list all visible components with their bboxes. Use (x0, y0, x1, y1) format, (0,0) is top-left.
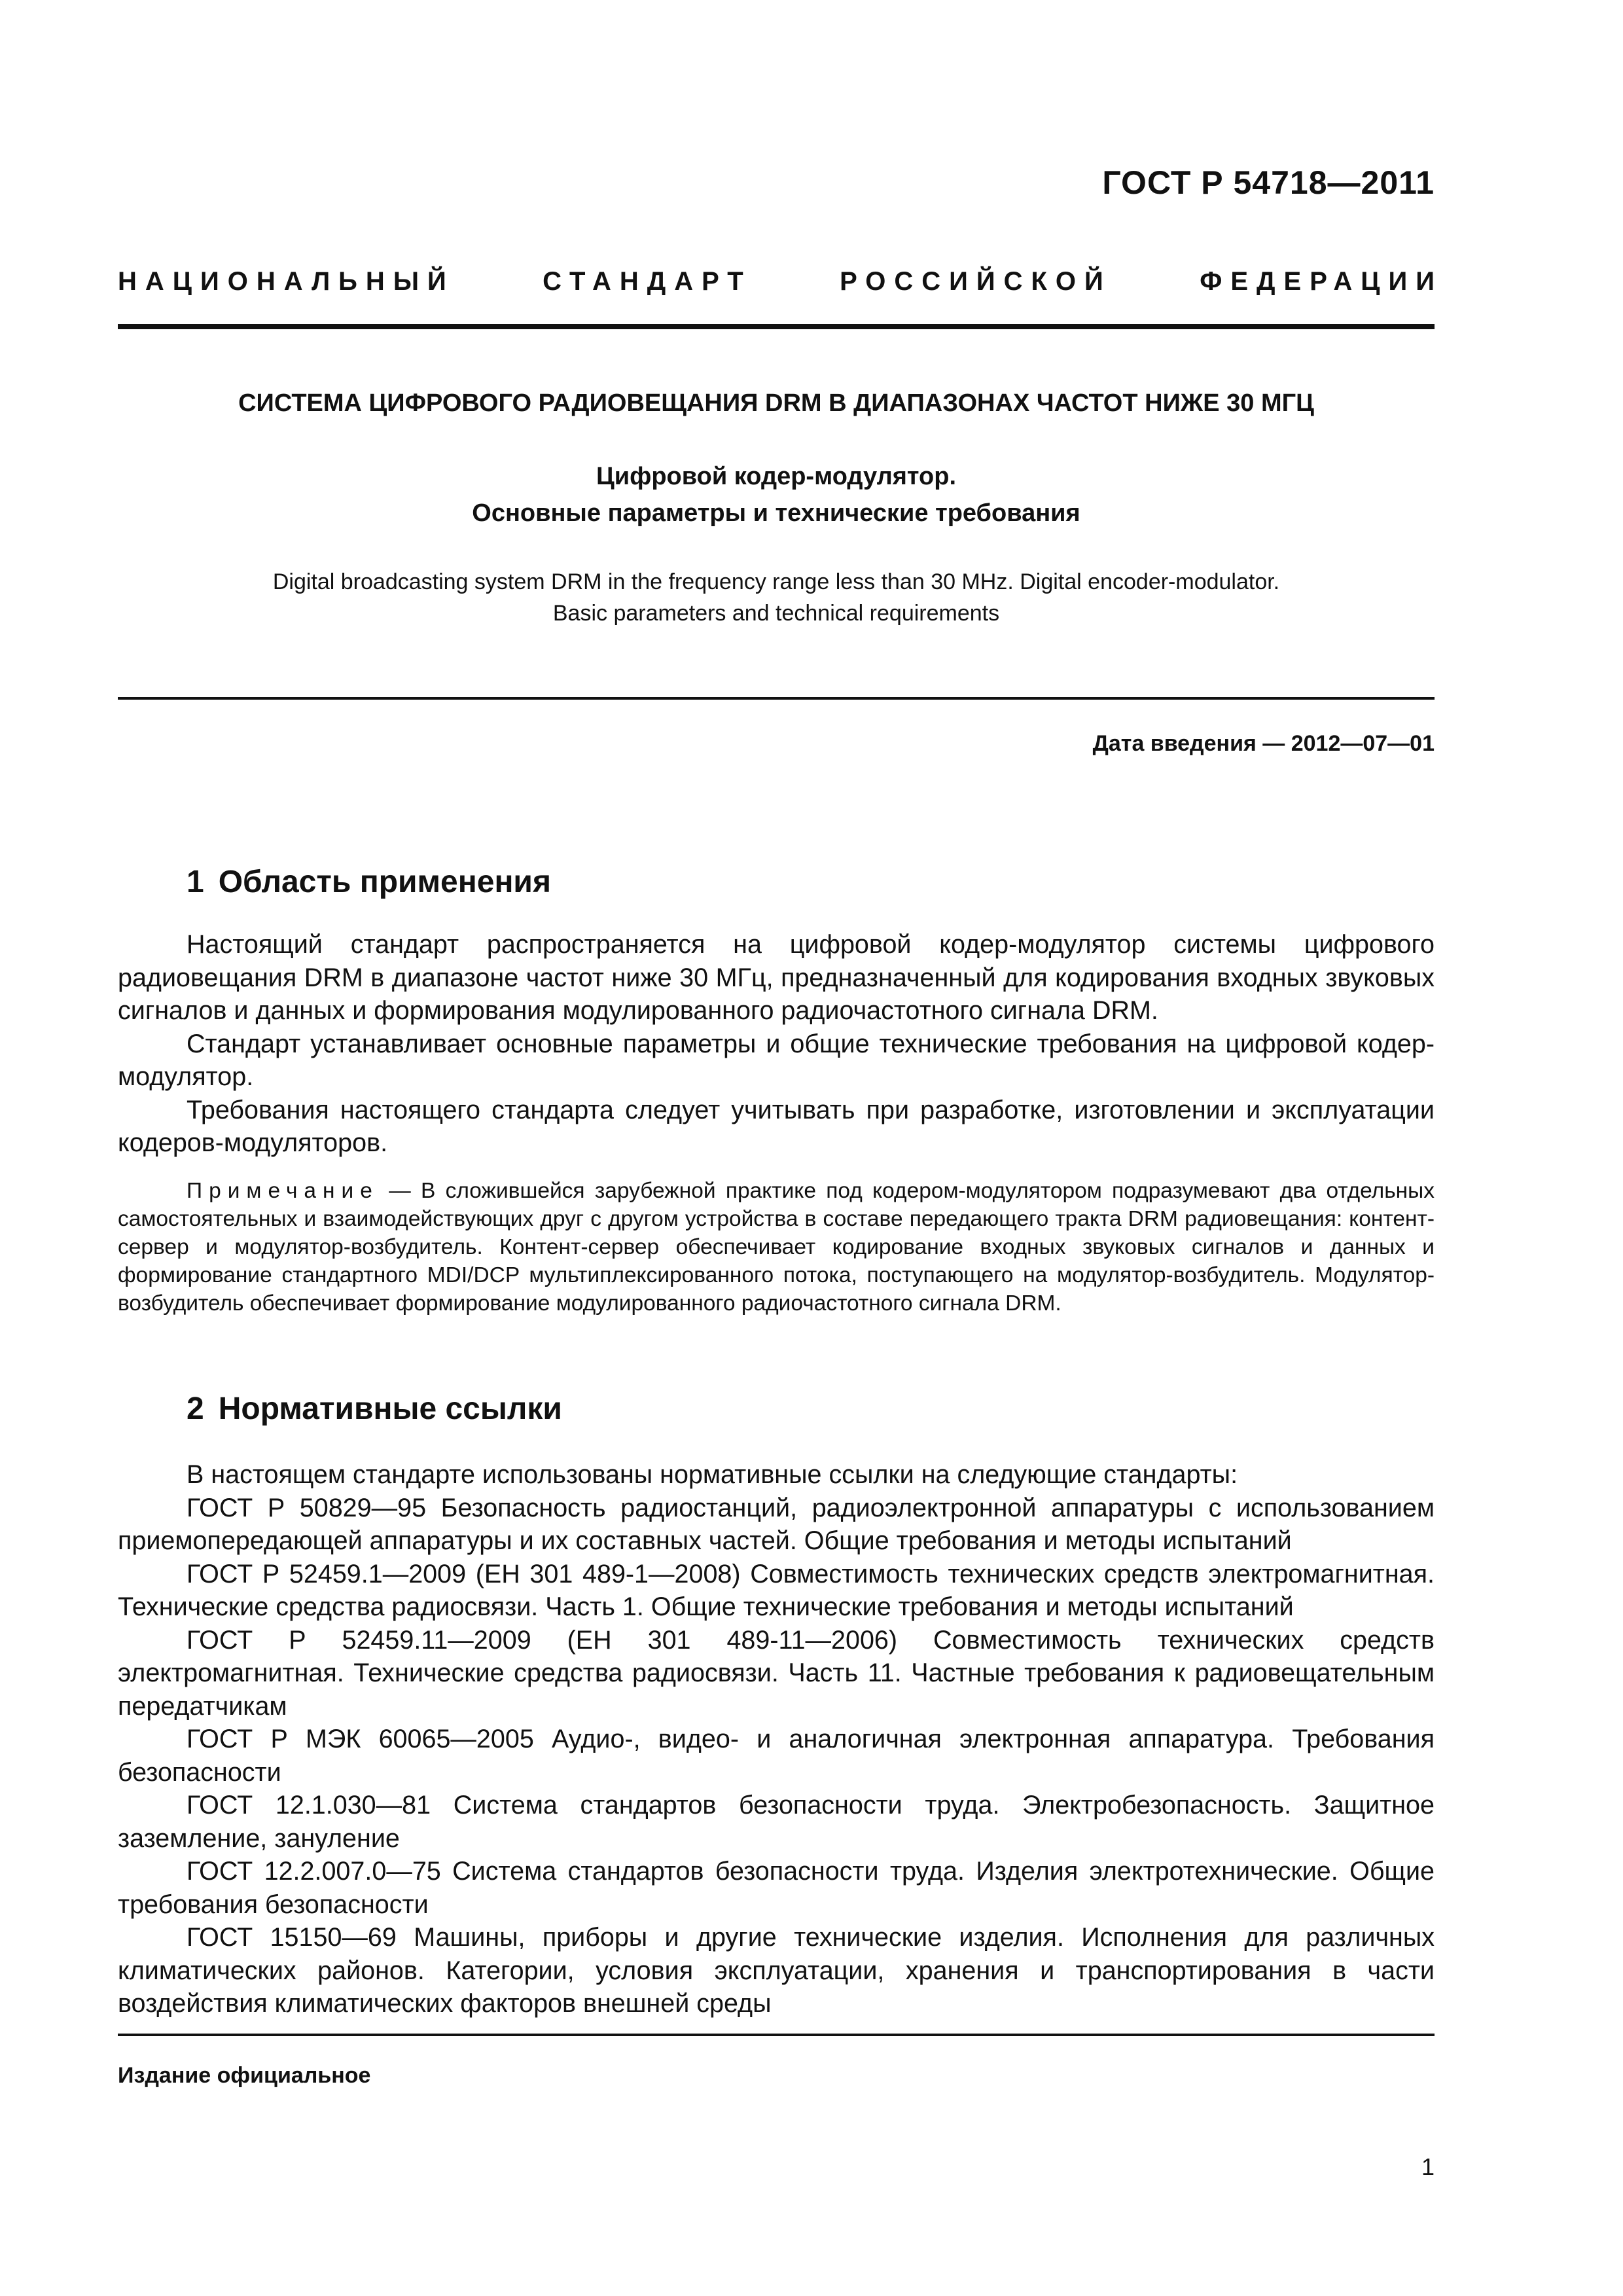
note-paragraph (118, 1177, 1435, 1318)
section-title: Нормативные ссылки (218, 1391, 562, 1426)
header-divider (118, 324, 1435, 329)
official-edition-label: Издание официальное (118, 2063, 371, 2088)
reference-entry: ГОСТ Р МЭК 60065—2005 Аудио-, видео- и аналогичная электронная аппаратура. Требования безопасности (118, 1725, 1435, 1787)
national-word: НАЦИОНАЛЬНЫЙ (118, 267, 455, 296)
reference-entry: ГОСТ 12.1.030—81 Система стандартов безопасности труда. Электробезопасность. Защитное заземление, зануление (118, 1791, 1435, 1853)
english-title (118, 566, 1435, 629)
subtitle-line: Цифровой кодер-модулятор. (596, 463, 957, 490)
national-word: ФЕДЕРАЦИИ (1200, 267, 1443, 296)
doc-number: ГОСТ Р 54718—2011 (1102, 164, 1435, 201)
title-divider (118, 697, 1435, 700)
reference-entry: ГОСТ Р 50829—95 Безопасность радиостанций, радиоэлектронной аппаратуры с использованием приемопередающей аппаратуры и их составных частей. Общие требования и методы испытаний (118, 1493, 1435, 1555)
page-number: 1 (1421, 2153, 1435, 2180)
section-heading (187, 864, 551, 900)
paragraph: Настоящий стандарт распространяется на цифровой кодер-модулятор системы цифрового радиовещания DRM в диапазоне частот ниже 30 МГц, предназначенный для кодирования входных звуковых сигналов и данных и формирования модулированного радиочастотного сигнала DRM. (118, 930, 1435, 1025)
section-number: 2 (187, 1391, 204, 1426)
subtitle-line: Основные параметры и технические требования (472, 499, 1080, 527)
document-subtitle (118, 458, 1435, 531)
english-title-line: Digital broadcasting system DRM in the frequency range less than 30 MHz. Digital encoder-modulator. (272, 569, 1280, 594)
reference-entry: ГОСТ 15150—69 Машины, приборы и другие технические изделия. Исполнения для различных климатических районов. Категории, условия эксплуатации, хранения и транспортирования в части воздействия климатических факторов внешней среды (118, 1923, 1435, 2018)
reference-entry: ГОСТ Р 52459.1—2009 (ЕН 301 489-1—2008) Совместимость технических средств электромагнитная. Технические средства радиосвязи. Часть 1. Общие технические требования и методы испытаний (118, 1559, 1435, 1621)
section-body (118, 928, 1435, 1160)
reference-entry: ГОСТ Р 52459.11—2009 (ЕН 301 489-11—2006) Совместимость технических средств электромагнитная. Технические средства радиосвязи. Часть 11. Частные требования к радиовещательным передатчикам (118, 1625, 1435, 1721)
introduction-date: Дата введения — 2012—07—01 (1092, 731, 1435, 756)
national-standard-heading (118, 267, 1443, 296)
paragraph: Стандарт устанавливает основные параметры и общие технические требования на цифровой кодер-модулятор. (118, 1029, 1435, 1091)
document-title: СИСТЕМА ЦИФРОВОГО РАДИОВЕЩАНИЯ DRM В ДИАПАЗОНАХ ЧАСТОТ НИЖЕ 30 МГЦ (238, 389, 1314, 417)
note-text: — В сложившейся зарубежной практике под кодером-модулятором подразумевают два отдельных самостоятельных и взаимодействующих друг с другом устройства в составе передающего тракта DRM радиовещания: контент-сервер и модулятор-возбудитель. Контент-сервер обеспечивает кодирование входных звуковых сигналов и данных и формирование стандартного MDI/DCP мультиплексированного потока, поступающего на модулятор-возбудитель. Модулятор-возбудитель обеспечивает формирование модулированного радиочастотного сигнала DRM. (118, 1179, 1435, 1316)
note-label: Примечание (187, 1179, 379, 1203)
english-title-line: Basic parameters and technical requirements (552, 601, 1000, 626)
section-title: Область применения (218, 865, 551, 899)
paragraph: Требования настоящего стандарта следует учитывать при разработке, изготовлении и эксплуатации кодеров-модуляторов. (118, 1095, 1435, 1157)
national-word: СТАНДАРТ (543, 267, 752, 296)
paragraph: В настоящем стандарте использованы нормативные ссылки на следующие стандарты: (187, 1460, 1238, 1489)
note (118, 1177, 1435, 1318)
section-body (118, 1458, 1435, 2020)
footer-divider (118, 2034, 1435, 2036)
document-page (118, 0, 1443, 2296)
national-word: РОССИЙСКОЙ (840, 267, 1112, 296)
section-number: 1 (187, 865, 204, 899)
section-heading (187, 1391, 562, 1427)
reference-entry: ГОСТ 12.2.007.0—75 Система стандартов безопасности труда. Изделия электротехнические. Общие требования безопасности (118, 1857, 1435, 1919)
